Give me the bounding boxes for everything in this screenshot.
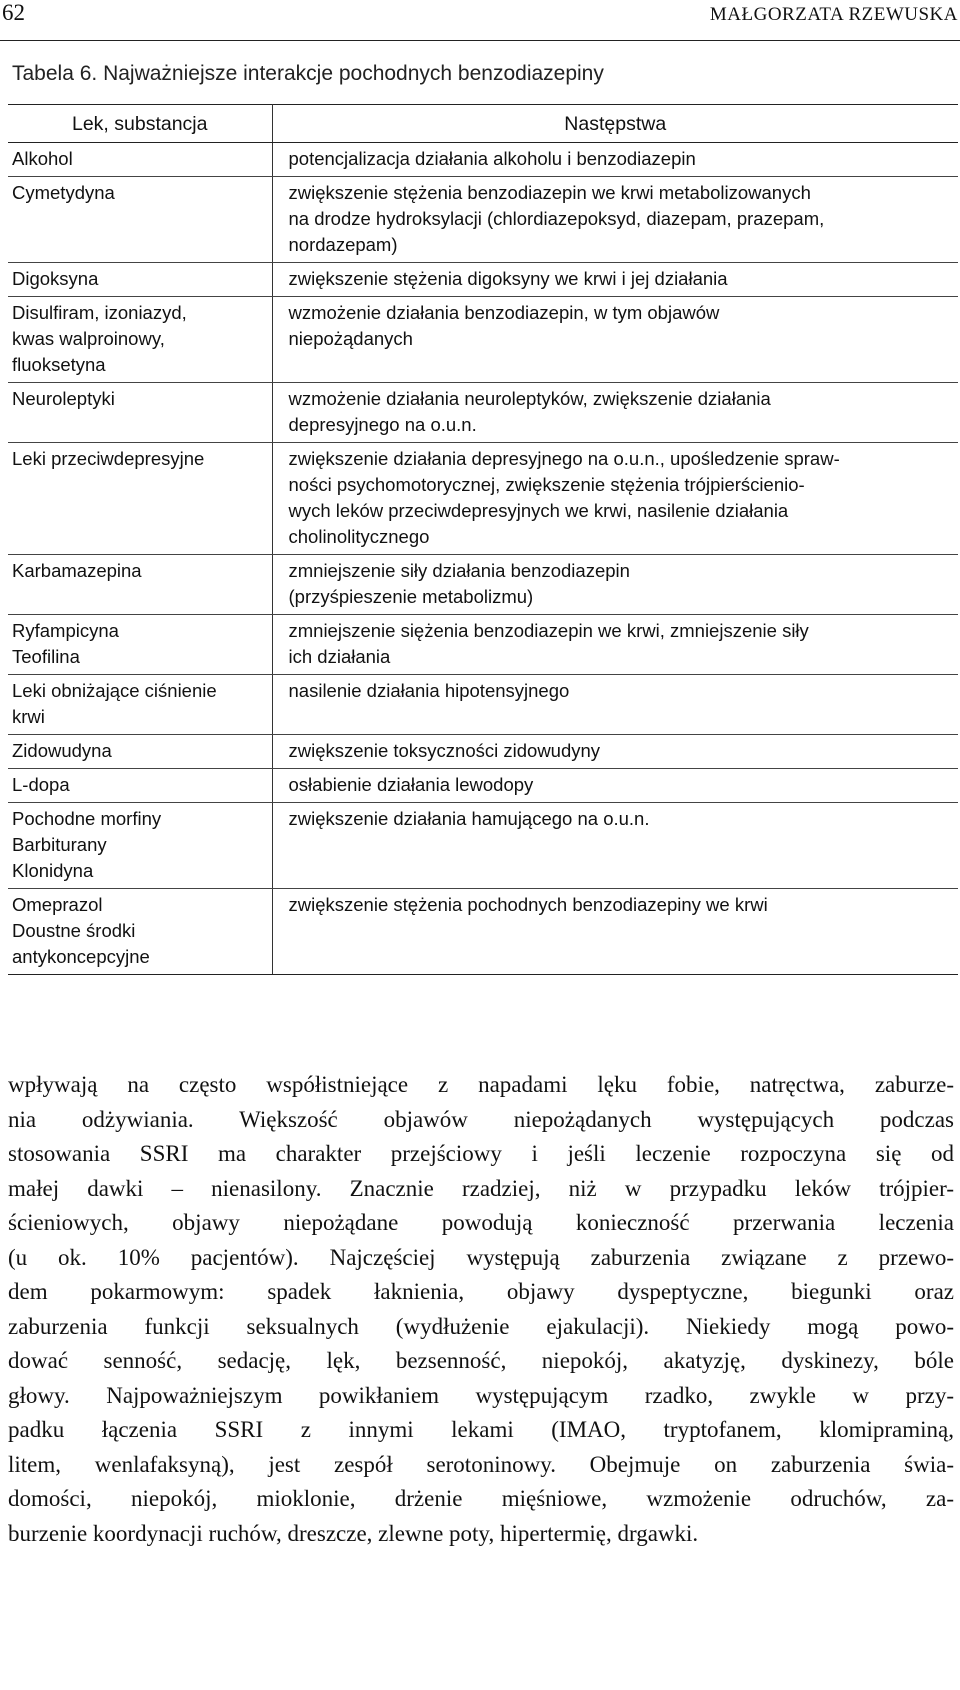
substance-cell: Cymetydyna (8, 177, 272, 263)
substance-cell: Disulfiram, izoniazyd, kwas walproinowy, fluoksetyna (8, 297, 272, 383)
body-line: burzenie koordynacji ruchów, dreszcze, zlewne poty, hipertermię, drgawki. (8, 1520, 699, 1546)
effect-cell: zmniejszenie siężenia benzodiazepin we krwi, zmniejszenie siły ich działania (272, 615, 958, 675)
substance-cell: Pochodne morfiny Barbiturany Klonidyna (8, 803, 272, 889)
table-header-row (8, 105, 958, 143)
substance-cell: Karbamazepina (8, 555, 272, 615)
body-line: padku łączenia SSRI z innymi lekami (IMAO, tryptofanem, klomipraminą, (8, 1417, 954, 1442)
body-line: małej dawki – nienasilony. Znacznie rzadziej, niż w przypadku leków trójpier- (8, 1175, 954, 1201)
body-line: litem, wenlafaksyną), jest zespół serotoninowy. Obejmuje on zaburzenia świa- (8, 1451, 954, 1477)
body-line: głowy. Najpoważniejszym powikłaniem występującym rzadko, zwykle w przy- (8, 1382, 954, 1408)
substance-cell: Alkohol (8, 143, 272, 177)
body-line: stosowania SSRI ma charakter przejściowy i jeśli leczenie rozpoczyna się od (8, 1141, 954, 1166)
substance-cell: Leki obniżające ciśnienie krwi (8, 675, 272, 735)
effect-cell: zwiększenie stężenia digoksyny we krwi i jej działania (272, 263, 958, 297)
effect-cell: wzmożenie działania neuroleptyków, zwiększenie działania depresyjnego na o.u.n. (272, 383, 958, 443)
table-row (8, 675, 958, 735)
body-line: zaburzenia funkcji seksualnych (wydłużenie ejakulacji). Niekiedy mogą powo- (8, 1313, 954, 1339)
body-line: wpływają na często współistniejące z napadami lęku fobie, natręctwa, zaburze- (8, 1072, 954, 1097)
column-header-effects: Następstwa (272, 105, 958, 143)
running-head: MAŁGORZATA RZEWUSKA (709, 4, 958, 25)
page-number: 62 (2, 0, 25, 25)
effect-cell: zmniejszenie siły działania benzodiazepin (przyśpieszenie metabolizmu) (272, 555, 958, 615)
body-line: dem pokarmowym: spadek łaknienia, objawy dyspeptyczne, biegunki oraz (8, 1279, 954, 1304)
body-line: (u ok. 10% pacjentów). Najczęściej występują zaburzenia związane z przewo- (8, 1244, 954, 1270)
effect-cell: zwiększenie toksyczności zidowudyny (272, 735, 958, 769)
table-row (8, 143, 958, 177)
effect-cell: zwiększenie stężenia benzodiazepin we krwi metabolizowanych na drodze hydroksylacji (chlordiazepoksyd, diazepam, prazepam, nordazepam) (272, 177, 958, 263)
effect-cell: zwiększenie stężenia pochodnych benzodiazepiny we krwi (272, 889, 958, 975)
effect-cell: potencjalizacja działania alkoholu i benzodiazepin (272, 143, 958, 177)
effect-cell: zwiększenie działania hamującego na o.u.n. (272, 803, 958, 889)
substance-cell: Digoksyna (8, 263, 272, 297)
substance-cell: Ryfampicyna Teofilina (8, 615, 272, 675)
column-header-substance: Lek, substancja (8, 105, 272, 143)
substance-cell: Omeprazol Doustne środki antykoncepcyjne (8, 889, 272, 975)
substance-cell: Neuroleptyki (8, 383, 272, 443)
table-row (8, 889, 958, 975)
table-row (8, 803, 958, 889)
table-row (8, 177, 958, 263)
body-paragraph (8, 1068, 954, 1551)
substance-cell: Leki przeciwdepresyjne (8, 443, 272, 555)
table-row (8, 735, 958, 769)
table-caption: Tabela 6. Najważniejsze interakcje pochodnych benzodiazepiny (12, 62, 604, 85)
table-row (8, 615, 958, 675)
table-row (8, 555, 958, 615)
substance-cell: Zidowudyna (8, 735, 272, 769)
effect-cell: wzmożenie działania benzodiazepin, w tym objawów niepożądanych (272, 297, 958, 383)
table-row (8, 263, 958, 297)
interactions-table (8, 104, 958, 975)
table-row (8, 383, 958, 443)
effect-cell: zwiększenie działania depresyjnego na o.u.n., upośledzenie spraw- ności psychomotorycznej, zwiększenie stężenia trójpierścienio- wych leków przeciwdepresyjnych we krwi, nasilenie działania cholinolitycznego (272, 443, 958, 555)
effect-cell: nasilenie działania hipotensyjnego (272, 675, 958, 735)
body-line: ścieniowych, objawy niepożądane powodują konieczność przerwania leczenia (8, 1210, 954, 1235)
substance-cell: L-dopa (8, 769, 272, 803)
table-row (8, 769, 958, 803)
body-line: dować senność, sedację, lęk, bezsenność, niepokój, akatyzję, dyskinezy, bóle (8, 1348, 954, 1373)
table-row (8, 443, 958, 555)
page-header (0, 0, 960, 41)
body-line: domości, niepokój, mioklonie, drżenie mięśniowe, wzmożenie odruchów, za- (8, 1486, 954, 1511)
table-row (8, 297, 958, 383)
effect-cell: osłabienie działania lewodopy (272, 769, 958, 803)
body-line: nia odżywiania. Większość objawów niepożądanych występujących podczas (8, 1106, 954, 1132)
